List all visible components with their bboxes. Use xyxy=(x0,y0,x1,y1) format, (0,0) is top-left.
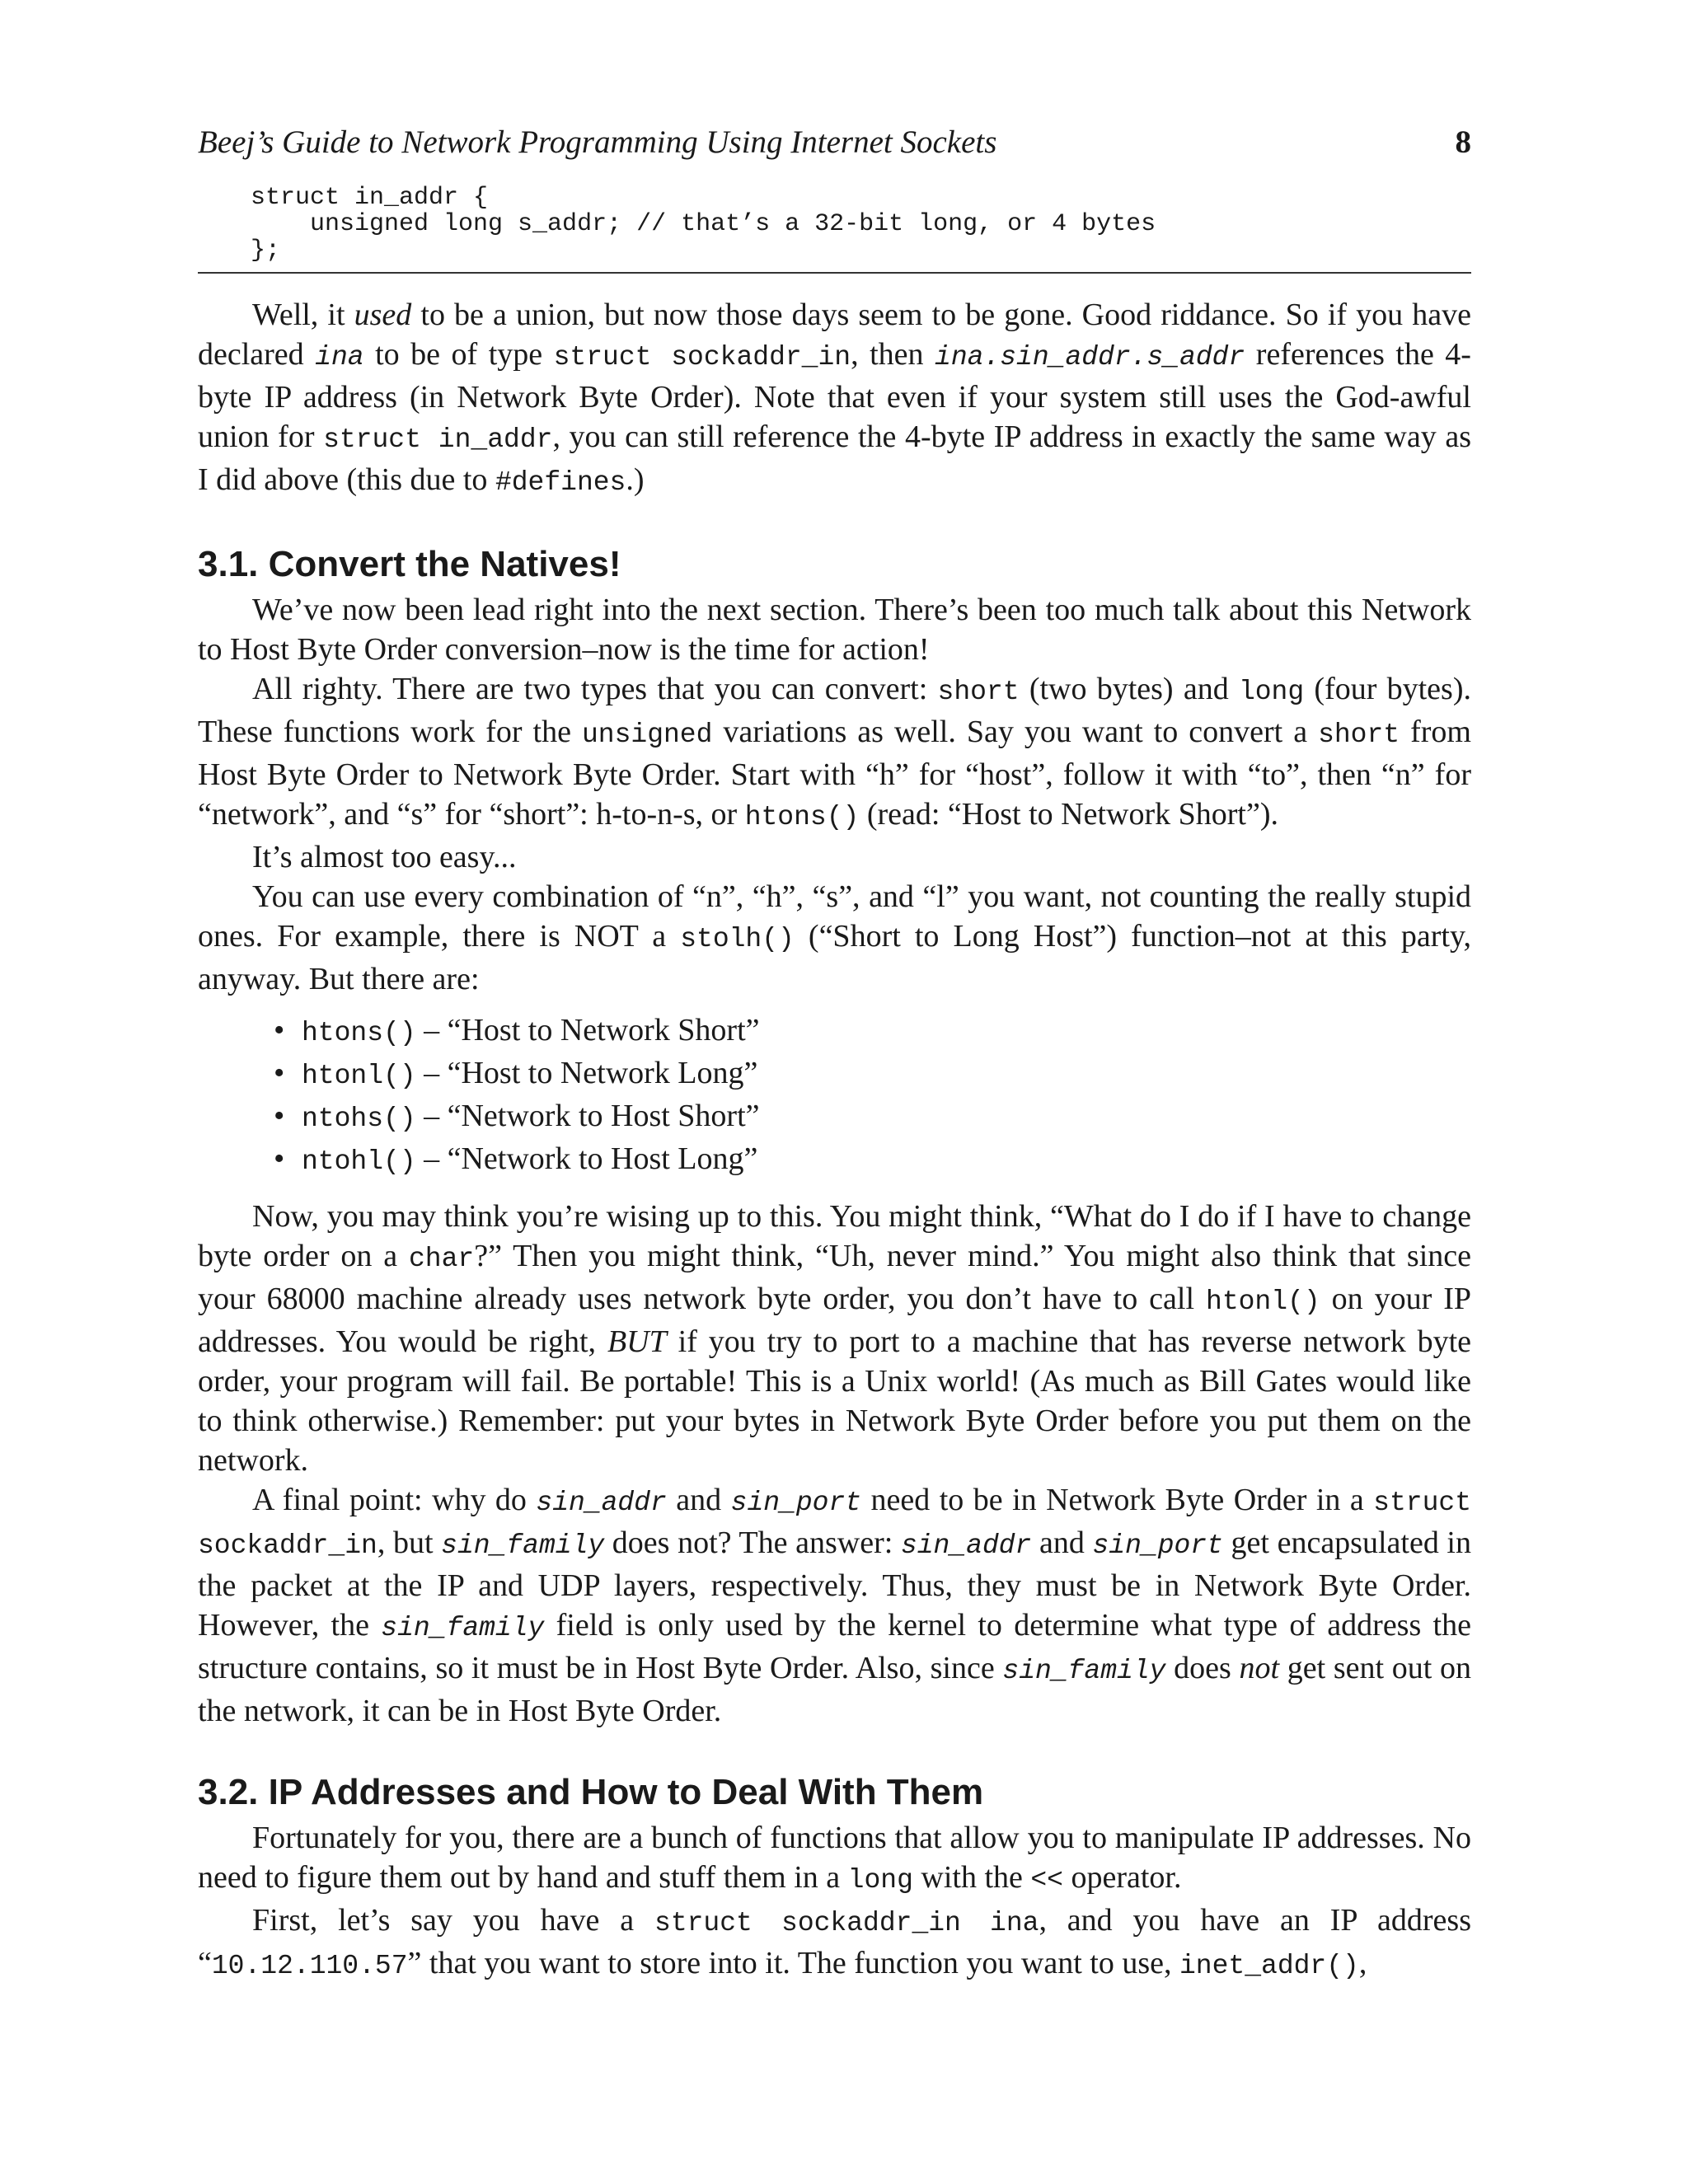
paragraph-union-note: Well, it used to be a union, but now those days seem to be gone. Good riddance. So if you have declared ina to be of type struct sockaddr_in, then ina.sin_addr.s_addr references the 4-byte IP address (in Network Byte Order). Note that even if your system still uses the God-awful union for struct in_addr, you can still reference the 4-byte IP address in exactly the same way as I did above (this due to #defines.) xyxy=(198,298,1472,498)
function-list xyxy=(198,1010,1471,1182)
paragraph-too-easy: It’s almost too easy... xyxy=(252,840,517,874)
section-heading-3-1: 3.1. Convert the Natives! xyxy=(198,544,621,584)
list-item: • htonl() – “Host to Network Long” xyxy=(302,1053,1471,1096)
paragraph-functions-available: Fortunately for you, there are a bunch of functions that allow you to manipulate IP addresses. No need to figure them out by hand and stuff them in a long with the << operator. xyxy=(198,1821,1471,1896)
list-item: • htons() – “Host to Network Short” xyxy=(302,1010,1471,1053)
paragraph-inet-addr: First, let’s say you have a struct sockaddr_in ina, and you have an IP address “10.12.110.57” that you want to store into it. The function you want to use, inet_addr(), xyxy=(198,1903,1471,1981)
paragraph-next-section: We’ve now been lead right into the next section. There’s been too much talk about this Network to Host Byte Order conversion–now is the time for action! xyxy=(198,593,1471,667)
paragraph-portability: Now, you may think you’re wising up to this. You might think, “What do I do if I have to change byte order on a char?” Then you might think, “Uh, never mind.” You might also think that since your 68000 machine already uses network byte order, you don’t have to call htonl() on your IP addresses. You would be right, BUT if you try to port to a machine that has reverse network byte order, your program will fail. Be portable! This is a Unix world! (As much as Bill Gates would like to think otherwise.) Remember: put your bytes in Network Byte Order before you put them on the network. xyxy=(198,1199,1472,1478)
code-block-struct-in-addr: struct in_addr { unsigned long s_addr; // that’s a 32-bit long, or 4 bytes }; xyxy=(251,184,1156,265)
list-item: • ntohs() – “Network to Host Short” xyxy=(302,1096,1471,1139)
section-heading-3-2: 3.2. IP Addresses and How to Deal With Them xyxy=(198,1772,984,1812)
page-number: 8 xyxy=(1455,124,1471,160)
list-item: • ntohl() – “Network to Host Long” xyxy=(302,1139,1471,1182)
paragraph-two-types: All righty. There are two types that you can convert: short (two bytes) and long (four bytes). These functions work for the unsigned variations as well. Say you want to convert a short from Host Byte Order to Network Byte Order. Start with “h” for “host”, follow it with “to”, then “n” for “network”, and “s” for “short”: h-to-n-s, or htons() (read: “Host to Network Short”). xyxy=(198,672,1471,832)
running-title: Beej’s Guide to Network Programming Using Internet Sockets xyxy=(198,124,997,160)
paragraph-combinations: You can use every combination of “n”, “h”, “s”, and “l” you want, not counting the really stupid ones. For example, there is NOT a stolh() (“Short to Long Host”) function–not at this party, anyway. But there are: xyxy=(198,879,1471,996)
document-page xyxy=(198,124,1471,1986)
running-header xyxy=(198,124,1471,173)
horizontal-rule xyxy=(198,272,1471,274)
paragraph-final-point: A final point: why do sin_addr and sin_port need to be in Network Byte Order in a struct sockaddr_in, but sin_family does not? The answer: sin_addr and sin_port get encapsulated in the packet at the IP and UDP layers, respectively. Thus, they must be in Network Byte Order. However, the sin_family field is only used by the kernel to determine what type of address the structure contains, so it must be in Host Byte Order. Also, since sin_family does not get sent out on the network, it can be in Host Byte Order. xyxy=(198,1483,1471,1728)
